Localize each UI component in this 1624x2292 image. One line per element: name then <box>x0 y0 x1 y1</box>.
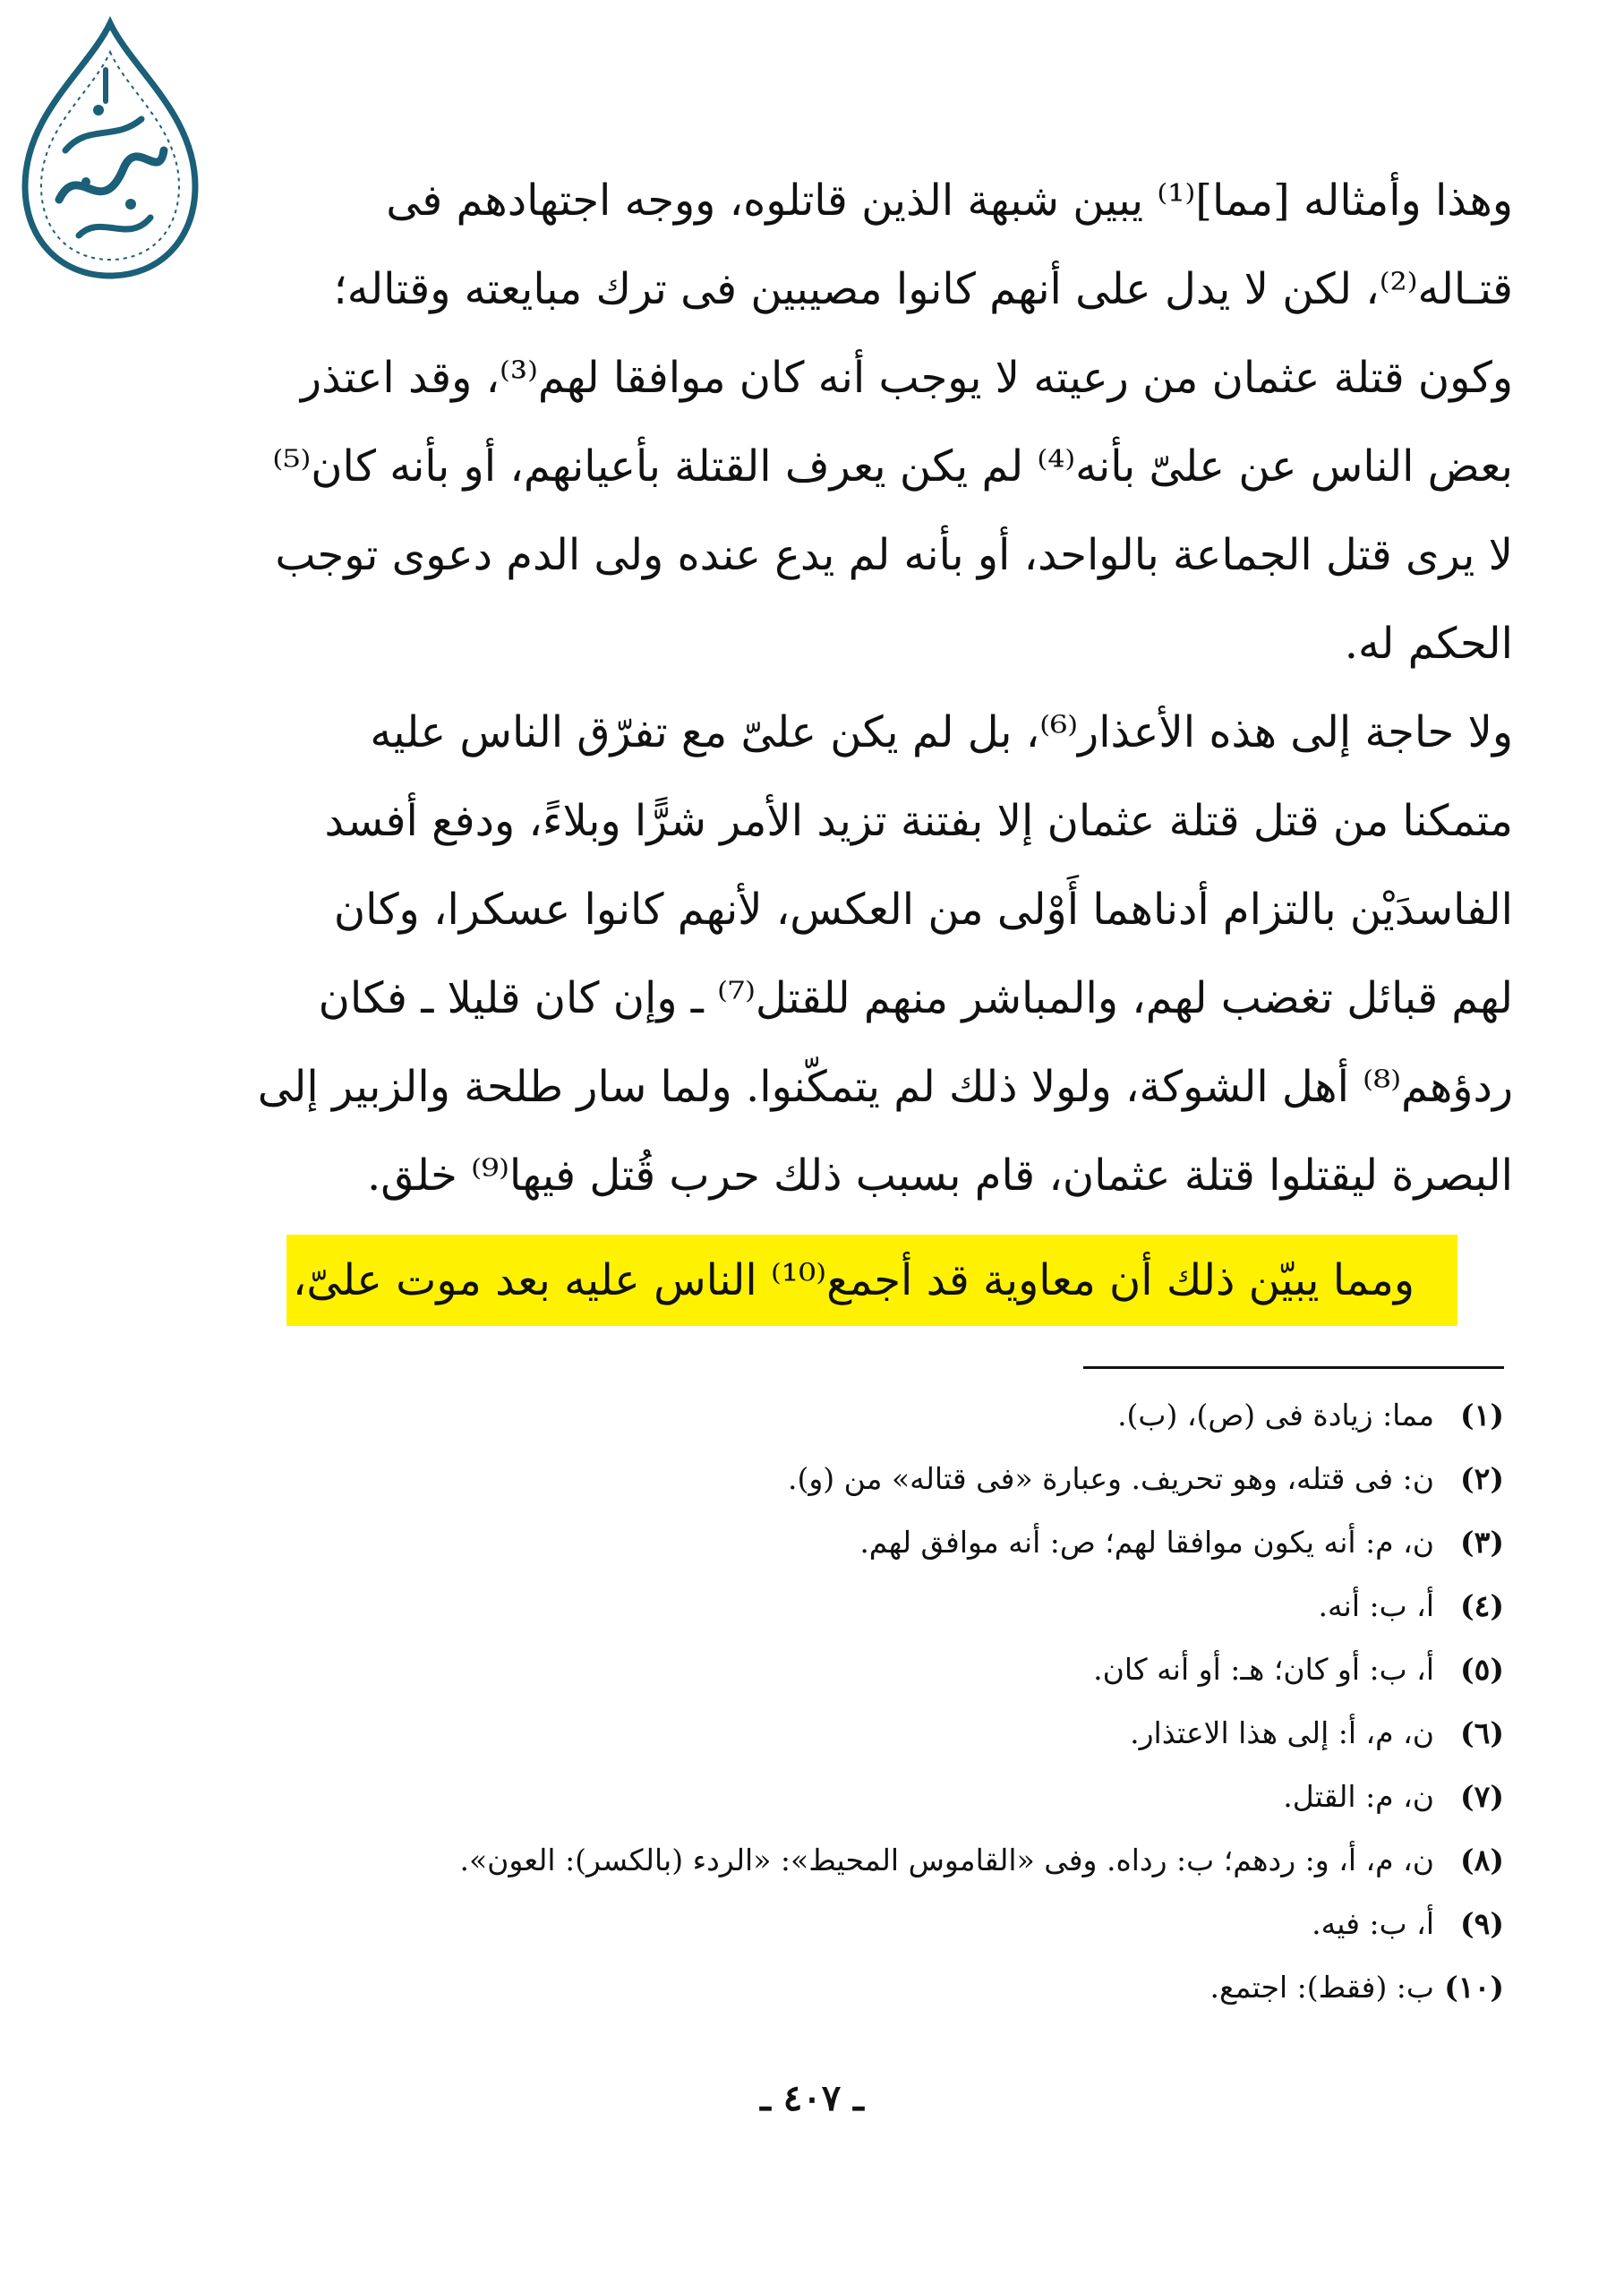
footnote-number: (٧) <box>1460 1779 1504 1814</box>
footnote <box>286 1892 1504 1955</box>
footnote-text: أ، ب: أنه. <box>1318 1588 1434 1623</box>
footnote <box>286 1701 1504 1765</box>
footnote <box>286 1383 1504 1447</box>
text-line: وكون قتلة عثمان من رعيته لا يوجب أنه كان موافقا لهم⁽³⁾، وقد اعتذر <box>300 353 1513 403</box>
footnote-text: ن: فى قتله، وهو تحريف. وعبارة «فى قتاله» من (و). <box>788 1461 1434 1496</box>
footnote <box>286 1765 1504 1828</box>
footnote-text: ن، م: القتل. <box>1283 1779 1434 1814</box>
page-number: ـ ٤٠٧ ـ <box>760 2077 864 2119</box>
footnote-number: (٦) <box>1460 1715 1504 1750</box>
footnote-number: (٢) <box>1460 1461 1504 1496</box>
calligraphy-logo <box>16 16 204 285</box>
footnote <box>286 1955 1504 2019</box>
footnote <box>286 1638 1504 1701</box>
footnote-text: مما: زيادة فى (ص)، (ب). <box>1117 1398 1434 1432</box>
highlighted-passage <box>286 1235 1457 1326</box>
text-line: الحكم له. <box>1344 619 1513 669</box>
text-line: بعض الناس عن علىّ بأنه⁽⁴⁾ لم يكن يعرف القتلة بأعيانهم، أو بأنه كان⁽⁵⁾ <box>272 441 1513 492</box>
text-line: وهذا وأمثاله [مما]⁽¹⁾ يبين شبهة الذين قاتلوه، ووجه اجتهادهم فى <box>386 175 1513 226</box>
footnote-text: ن، م: أنه يكون موافقا لهم؛ ص: أنه موافق لهم. <box>859 1525 1434 1560</box>
footnote-number: (٣) <box>1460 1525 1504 1560</box>
footnote-number: (٨) <box>1460 1843 1504 1877</box>
footnote-number: (١) <box>1460 1398 1504 1432</box>
footnote <box>286 1510 1504 1574</box>
text-line: ولا حاجة إلى هذه الأعذار⁽⁶⁾، بل لم يكن علىّ مع تفرّق الناس عليه <box>370 707 1513 757</box>
footnote-text: أ، ب: أو كان؛ هـ: أو أنه كان. <box>1093 1652 1434 1687</box>
footnotes-section <box>286 1383 1504 2019</box>
main-body-text <box>257 157 1513 1220</box>
footnote-number: (٥) <box>1460 1652 1504 1687</box>
footnote-number: (٤) <box>1460 1588 1504 1623</box>
text-line: ردؤهم⁽⁸⁾ أهل الشوكة، ولولا ذلك لم يتمكّنوا. ولما سار طلحة والزبير إلى <box>257 1062 1513 1112</box>
footnote-text: ب: (فقط): اجتمع. <box>1209 1970 1434 2005</box>
footnote-text: ن، م، أ: إلى هذا الاعتذار. <box>1130 1715 1434 1750</box>
footnote <box>286 1447 1504 1510</box>
footnote-text: أ، ب: فيه. <box>1312 1906 1434 1941</box>
text-line: قتـاله⁽²⁾، لكن لا يدل على أنهم كانوا مصيبين فى ترك مبايعته وقتاله؛ <box>333 264 1513 314</box>
footnote-separator <box>1083 1366 1504 1369</box>
footnote <box>286 1828 1504 1892</box>
footnote <box>286 1574 1504 1638</box>
text-line: البصرة ليقتلوا قتلة عثمان، قام بسبب ذلك حرب قُتل فيها⁽⁹⁾ خلق. <box>366 1150 1513 1201</box>
text-line: الفاسدَيْن بالتزام أدناهما أَوْلى من العكس، لأنهم كانوا عسكرا، وكان <box>333 885 1513 935</box>
footnote-number: (٩) <box>1460 1906 1504 1941</box>
text-line: لهم قبائل تغضب لهم، والمباشر منهم للقتل⁽⁷⁾ ـ وإن كان قليلا ـ فكان <box>318 973 1513 1023</box>
footnote-number: (١٠) <box>1444 1970 1504 2005</box>
footnote-text: ن، م، أ، و: ردهم؛ ب: رداه. وفى «القاموس المحيط»: «الردء (بالكسر): العون». <box>459 1843 1434 1877</box>
text-line: متمكنا من قتل قتلة عثمان إلا بفتنة تزيد الأمر شرًّا وبلاءً، ودفع أفسد <box>324 796 1513 846</box>
highlighted-text: ومما يبيّن ذلك أن معاوية قد أجمع⁽¹⁰⁾ الناس عليه بعد موت علىّ، <box>292 1255 1415 1305</box>
text-line: لا يرى قتل الجماعة بالواحد، أو بأنه لم يدع عنده ولى الدم دعوى توجب <box>275 530 1513 580</box>
